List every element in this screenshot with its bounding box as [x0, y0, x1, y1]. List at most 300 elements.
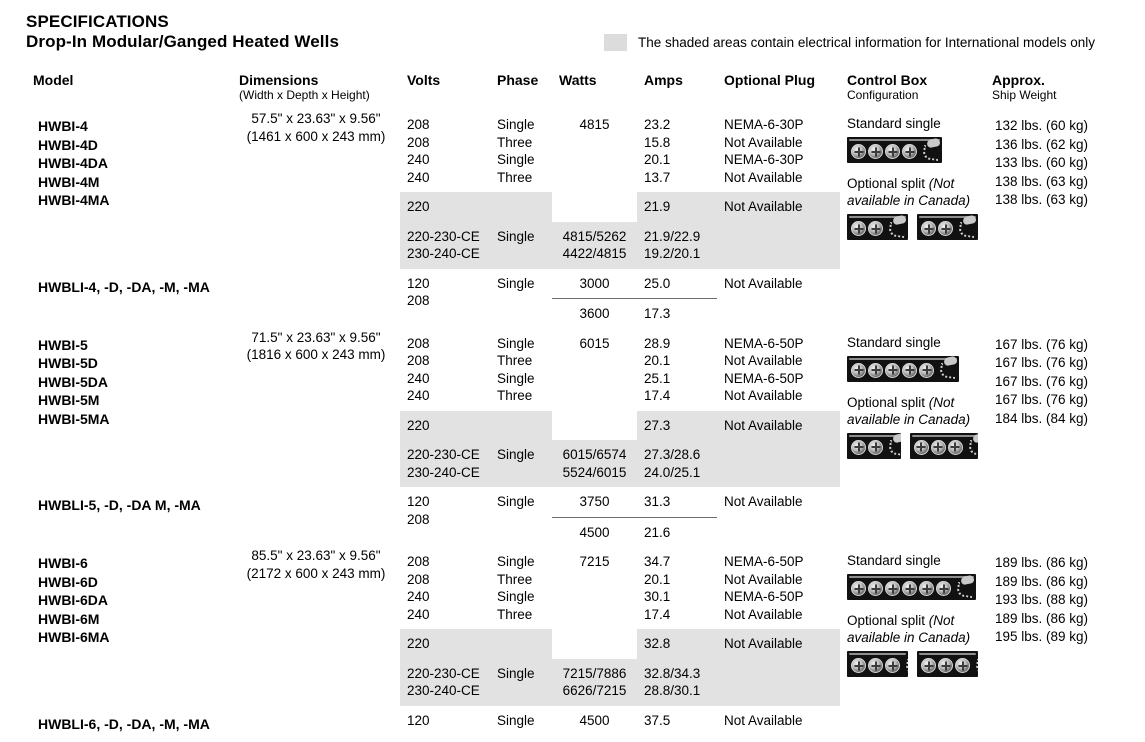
ship-weight-value: 195 lbs. (89 kg)	[995, 629, 1089, 644]
volts-value: 230-240-CE	[407, 464, 480, 480]
phase-value: Single	[497, 447, 535, 462]
volts-cell-ce	[400, 659, 490, 706]
ship-weight-value: 184 lbs. (84 kg)	[995, 410, 1089, 426]
table-row	[26, 110, 1119, 192]
table-header-row	[26, 66, 1119, 110]
amps-value: 20.1	[644, 353, 671, 368]
column-header-optional-plug	[717, 66, 840, 110]
ship-weight-value: 167 lbs. (76 kg)	[995, 336, 1089, 352]
phase-cell-international	[490, 629, 552, 659]
control-knob-icon	[955, 658, 970, 673]
amps-cell-hwbli	[637, 487, 717, 547]
amps-cell-hwbli	[637, 269, 717, 329]
page-title: SPECIFICATIONS	[26, 12, 169, 31]
optional-plug-value: Not Available	[724, 417, 803, 433]
control-knob-icon	[851, 144, 866, 159]
standard-single-label: Standard single	[847, 553, 941, 568]
amps-value: 20.1	[644, 571, 671, 587]
control-knob-icon	[851, 363, 866, 378]
amps-value: 20.1	[644, 152, 671, 167]
column-header-label: Phase	[497, 72, 539, 88]
volts-value: 220-230-CE	[407, 665, 480, 681]
volts-value: 240	[407, 152, 430, 167]
watts-cell	[552, 547, 637, 659]
watts-cell-ce	[552, 222, 637, 269]
control-box-configuration-cell	[840, 329, 985, 548]
phase-value: Three	[497, 353, 533, 368]
power-cord-icon	[903, 653, 908, 673]
column-header-label: Optional Plug	[724, 72, 815, 88]
ship-weight-cell	[985, 329, 1119, 548]
control-knob-icon	[938, 221, 953, 236]
amps-value: 28.8/30.1	[644, 683, 701, 698]
volts-value: 220-230-CE	[407, 447, 480, 462]
optional-split-label-lead: Optional split	[847, 613, 929, 628]
model-name: HWBI-5DA	[38, 373, 108, 390]
standard-single-graphic	[840, 353, 985, 389]
power-cord-icon	[956, 216, 976, 236]
amps-value: 15.8	[644, 134, 671, 150]
column-header-model	[26, 66, 232, 110]
power-cord-icon	[973, 653, 978, 673]
ship-weight-value: 189 lbs. (86 kg)	[995, 573, 1089, 589]
optional-plug-value: NEMA-6-30P	[724, 117, 804, 132]
column-header-label: Dimensions	[239, 72, 319, 88]
model-name: HWBI-4MA	[38, 192, 110, 208]
watts-value: 4815	[579, 117, 610, 132]
control-knob-icon	[868, 581, 883, 596]
control-box-standard-icon	[847, 356, 959, 382]
model-name: HWBI-6M	[38, 610, 100, 627]
optional-split-label-lead: Optional split	[847, 176, 929, 191]
optional-plug-cell	[717, 547, 840, 629]
amps-value: 13.7	[644, 169, 671, 185]
control-knob-icon	[919, 581, 934, 596]
phase-cell-hwbli	[490, 706, 552, 742]
column-header-label: Amps	[644, 72, 683, 88]
volts-cell-hwbli	[400, 269, 490, 329]
model-name: HWBI-4D	[38, 136, 98, 153]
model-name: HWBI-4	[38, 118, 88, 134]
dimensions-inches: 57.5" x 23.63" x 9.56"	[251, 111, 381, 126]
phase-value: Single	[497, 275, 535, 291]
model-cell-hwbli	[26, 706, 232, 742]
volts-cell-hwbli	[400, 487, 490, 547]
model-name: HWBI-6DA	[38, 592, 108, 608]
dimensions-inches: 71.5" x 23.63" x 9.56"	[251, 329, 381, 345]
phase-value: Single	[497, 665, 535, 681]
volts-value: 208	[407, 134, 430, 150]
amps-value: 21.6	[644, 524, 671, 540]
amps-cell-international	[637, 411, 717, 441]
watts-value: 4500	[579, 712, 610, 728]
watts-cell-ce	[552, 440, 637, 487]
volts-value: 208	[407, 511, 430, 527]
legend-swatch	[604, 34, 627, 51]
optional-plug-value: Not Available	[724, 494, 803, 509]
optional-split-graphic	[840, 648, 985, 684]
volts-value: 240	[407, 169, 430, 185]
control-knob-icon	[902, 581, 917, 596]
volts-cell-ce	[400, 440, 490, 487]
optional-plug-value: NEMA-6-50P	[724, 370, 804, 386]
watts-cell-ce	[552, 659, 637, 706]
optional-split-label	[840, 170, 985, 211]
volts-value: 220-230-CE	[407, 228, 480, 244]
standard-single-label: Standard single	[847, 334, 941, 350]
ship-weight-value: 189 lbs. (86 kg)	[995, 555, 1089, 570]
model-name: HWBI-5MA	[38, 410, 110, 427]
control-knob-icon	[851, 581, 866, 596]
ship-weight-value: 138 lbs. (63 kg)	[995, 173, 1089, 189]
control-box-split-icon-left	[847, 433, 901, 459]
optional-split-label-italic: (Not	[928, 176, 955, 191]
optional-plug-cell-hwbli	[717, 269, 840, 329]
control-knob-icon	[921, 221, 936, 236]
optional-plug-value: Not Available	[724, 199, 803, 214]
phase-cell-ce	[490, 440, 552, 487]
model-name: HWBI-6MA	[38, 629, 110, 645]
optional-plug-value: Not Available	[724, 636, 803, 651]
volts-cell	[400, 547, 490, 629]
optional-plug-value: Not Available	[724, 169, 803, 185]
control-knob-icon	[885, 144, 900, 159]
model-name: HWBI-4DA	[38, 155, 108, 171]
volts-value: 220	[407, 417, 430, 433]
optional-split-label-italic: (Not	[928, 613, 955, 628]
optional-plug-cell-international	[717, 192, 840, 269]
amps-value: 28.9	[644, 335, 671, 351]
legend-note: The shaded areas contain electrical information for International models only	[638, 35, 1096, 50]
amps-value: 34.7	[644, 554, 671, 569]
ship-weight-value: 136 lbs. (62 kg)	[995, 136, 1089, 152]
volts-cell-international	[400, 629, 490, 659]
phase-value: Three	[497, 169, 533, 185]
amps-value: 23.2	[644, 117, 671, 132]
amps-cell	[637, 110, 717, 192]
control-box-split-icon-left	[847, 651, 908, 677]
phase-value: Single	[497, 370, 535, 386]
amps-cell-ce	[637, 222, 717, 269]
optional-split-label	[840, 389, 985, 430]
ship-weight-value: 193 lbs. (88 kg)	[995, 592, 1089, 607]
watts-value: 5524/6015	[562, 464, 627, 480]
model-list-cell	[26, 110, 232, 269]
optional-plug-cell	[717, 110, 840, 192]
phase-value: Single	[497, 494, 535, 509]
control-knob-icon	[921, 658, 936, 673]
phase-cell	[490, 110, 552, 192]
phase-cell-hwbli	[490, 269, 552, 329]
control-knob-icon	[868, 144, 883, 159]
optional-plug-value: Not Available	[724, 606, 803, 622]
optional-split-graphic	[840, 430, 985, 466]
amps-cell	[637, 329, 717, 411]
amps-value: 24.0/25.1	[644, 464, 701, 480]
table-row	[26, 329, 1119, 411]
amps-value: 30.1	[644, 589, 671, 604]
amps-cell	[637, 547, 717, 629]
dimensions-cell	[232, 110, 400, 329]
volts-cell	[400, 329, 490, 411]
phase-cell	[490, 547, 552, 629]
phase-cell-hwbli	[490, 487, 552, 547]
phase-cell-ce	[490, 222, 552, 269]
control-knob-icon	[851, 658, 866, 673]
table-row	[26, 547, 1119, 629]
volts-value: 208	[407, 554, 430, 569]
page-subtitle: Drop-In Modular/Ganged Heated Wells	[26, 32, 339, 51]
volts-cell-hwbli	[400, 706, 490, 742]
standard-single-graphic	[840, 134, 985, 170]
volts-value: 208	[407, 335, 430, 351]
model-name: HWBI-6D	[38, 573, 98, 590]
control-knob-icon	[948, 440, 963, 455]
volts-cell-ce	[400, 222, 490, 269]
control-knob-icon	[931, 440, 946, 455]
amps-value: 25.0	[637, 269, 717, 300]
column-header-approx	[985, 66, 1119, 110]
phase-value: Three	[497, 134, 533, 150]
model-name: HWBI-4M	[38, 173, 100, 190]
phase-value: Single	[497, 152, 535, 167]
phase-value: Single	[497, 589, 535, 604]
amps-value: 27.3	[644, 417, 671, 433]
power-cord-icon	[954, 576, 974, 596]
phase-value: Three	[497, 388, 533, 403]
column-header-label: Model	[33, 72, 74, 88]
control-knob-icon	[936, 581, 951, 596]
watts-value: 4422/4815	[562, 246, 627, 261]
amps-value: 21.9/22.9	[644, 228, 701, 244]
volts-value: 230-240-CE	[407, 683, 480, 698]
page-header	[26, 12, 1126, 60]
watts-value: 6626/7215	[562, 683, 627, 698]
optional-plug-cell	[717, 329, 840, 411]
control-box-configuration-cell	[840, 110, 985, 329]
model-name: HWBI-5D	[38, 355, 98, 371]
phase-cell	[490, 329, 552, 411]
amps-value: 19.2/20.1	[644, 246, 701, 261]
control-knob-icon	[914, 440, 929, 455]
watts-value: 3000	[552, 269, 637, 300]
column-header-amps	[637, 66, 717, 110]
column-header-dimensions	[232, 66, 400, 110]
watts-value: 6015	[579, 335, 610, 351]
amps-cell-ce	[637, 440, 717, 487]
column-header-watts	[552, 66, 637, 110]
watts-value: 4500	[579, 524, 610, 540]
optional-split-label-italic-2: available in Canada)	[847, 411, 971, 427]
volts-value: 240	[407, 589, 430, 604]
volts-value: 220	[407, 636, 430, 651]
watts-value: 7215	[579, 554, 610, 569]
column-header-sublabel: (Width x Depth x Height)	[239, 88, 370, 102]
model-name: HWBLI-6, -D, -DA, -M, -MA	[38, 715, 210, 732]
optional-plug-value: Not Available	[724, 353, 803, 368]
phase-value: Single	[497, 335, 535, 351]
ship-weight-value: 132 lbs. (60 kg)	[995, 118, 1089, 133]
standard-single-label: Standard single	[847, 116, 941, 131]
phase-value: Single	[497, 228, 535, 244]
model-name: HWBI-5M	[38, 392, 100, 408]
power-cord-icon	[966, 434, 978, 454]
amps-value: 21.9	[644, 199, 671, 214]
control-box-split-icon-right	[917, 214, 978, 240]
optional-plug-value: Not Available	[724, 388, 803, 403]
watts-cell	[552, 110, 637, 222]
optional-plug-value: NEMA-6-50P	[724, 589, 804, 604]
control-knob-icon	[938, 658, 953, 673]
optional-plug-value: NEMA-6-50P	[724, 554, 804, 569]
control-box-split-icon-right	[910, 433, 978, 459]
model-name: HWBLI-5, -D, -DA M, -MA	[38, 497, 201, 513]
control-knob-icon	[868, 440, 883, 455]
optional-plug-value: Not Available	[724, 571, 803, 587]
phase-value: Single	[497, 712, 535, 728]
watts-value: 7215/7886	[562, 665, 627, 681]
model-list-cell	[26, 547, 232, 706]
column-header-sublabel: Configuration	[847, 88, 919, 102]
amps-cell-international	[637, 192, 717, 222]
dimensions-mm: (1461 x 600 x 243 mm)	[246, 128, 386, 144]
volts-value: 220	[407, 199, 430, 214]
volts-cell-international	[400, 411, 490, 441]
ship-weight-value: 167 lbs. (76 kg)	[995, 355, 1089, 370]
amps-cell-hwbli	[637, 706, 717, 742]
column-header-label: Volts	[407, 72, 441, 88]
specifications-table	[26, 66, 1119, 742]
control-knob-icon	[885, 581, 900, 596]
column-header-control-box	[840, 66, 985, 110]
column-header-label: Watts	[559, 72, 597, 88]
column-header-label: Control Box	[847, 72, 928, 88]
dimensions-mm: (2172 x 600 x 243 mm)	[246, 565, 386, 581]
amps-cell-ce	[637, 659, 717, 706]
watts-value: 3600	[579, 306, 610, 321]
optional-plug-value: Not Available	[724, 712, 803, 728]
ship-weight-cell	[985, 110, 1119, 329]
optional-plug-cell-international	[717, 629, 840, 706]
optional-split-label-italic-2: available in Canada)	[847, 630, 971, 645]
power-cord-icon	[886, 216, 906, 236]
control-knob-icon	[868, 658, 883, 673]
volts-value: 240	[407, 370, 430, 386]
optional-plug-cell-hwbli	[717, 706, 840, 742]
title-block	[26, 12, 339, 52]
column-header-phase	[490, 66, 552, 110]
model-cell-hwbli	[26, 269, 232, 329]
amps-value: 17.4	[644, 388, 671, 403]
volts-value: 208	[407, 571, 430, 587]
volts-value: 240	[407, 388, 430, 403]
optional-plug-value: Not Available	[724, 275, 803, 291]
volts-value: 120	[407, 712, 430, 728]
watts-cell	[552, 329, 637, 441]
amps-value: 17.3	[644, 306, 671, 321]
volts-value: 208	[407, 293, 430, 308]
amps-value: 32.8	[644, 636, 671, 651]
phase-cell-ce	[490, 659, 552, 706]
optional-split-label-italic: (Not	[928, 394, 955, 410]
model-name: HWBI-6	[38, 555, 88, 571]
volts-value: 120	[407, 494, 430, 509]
control-box-configuration-cell	[840, 547, 985, 742]
column-header-label: Approx.	[992, 72, 1045, 88]
dimensions-mm: (1816 x 600 x 243 mm)	[246, 347, 386, 362]
control-knob-icon	[868, 363, 883, 378]
dimensions-cell	[232, 329, 400, 548]
amps-value: 27.3/28.6	[644, 447, 701, 462]
amps-cell-international	[637, 629, 717, 659]
ship-weight-value: 133 lbs. (60 kg)	[995, 155, 1089, 170]
optional-split-graphic	[840, 211, 985, 247]
model-list-cell	[26, 329, 232, 488]
ship-weight-value: 189 lbs. (86 kg)	[995, 610, 1089, 626]
shaded-area-legend	[604, 34, 1095, 51]
phase-cell-international	[490, 192, 552, 222]
optional-plug-value: Not Available	[724, 134, 803, 150]
phase-value: Three	[497, 606, 533, 622]
watts-value: 4815/5262	[562, 228, 627, 244]
optional-plug-value: NEMA-6-50P	[724, 335, 804, 351]
ship-weight-value: 167 lbs. (76 kg)	[995, 392, 1089, 407]
power-cord-icon	[920, 139, 940, 159]
volts-value: 208	[407, 117, 430, 132]
optional-split-label-lead: Optional split	[847, 394, 929, 410]
watts-cell-hwbli	[552, 269, 637, 329]
phase-value: Single	[497, 117, 535, 132]
control-knob-icon	[902, 363, 917, 378]
ship-weight-value: 167 lbs. (76 kg)	[995, 373, 1089, 389]
control-box-split-icon-right	[917, 651, 978, 677]
watts-cell-hwbli	[552, 487, 637, 547]
ship-weight-cell	[985, 547, 1119, 742]
column-header-volts	[400, 66, 490, 110]
phase-value: Three	[497, 571, 533, 587]
control-knob-icon	[919, 363, 934, 378]
dimensions-inches: 85.5" x 23.63" x 9.56"	[251, 548, 381, 563]
amps-value: 31.3	[637, 487, 717, 518]
control-knob-icon	[885, 658, 900, 673]
control-knob-icon	[885, 363, 900, 378]
control-box-standard-icon	[847, 574, 976, 600]
dimensions-cell	[232, 547, 400, 742]
optional-plug-value: NEMA-6-30P	[724, 152, 804, 167]
phase-value: Single	[497, 554, 535, 569]
model-name: HWBI-5	[38, 336, 88, 353]
volts-cell	[400, 110, 490, 192]
power-cord-icon	[886, 434, 901, 454]
volts-value: 230-240-CE	[407, 246, 480, 261]
control-knob-icon	[902, 144, 917, 159]
model-name: HWBLI-4, -D, -DA, -M, -MA	[38, 278, 210, 295]
volts-value: 120	[407, 275, 430, 291]
control-knob-icon	[851, 221, 866, 236]
control-box-split-icon-left	[847, 214, 908, 240]
volts-value: 208	[407, 353, 430, 368]
control-knob-icon	[868, 221, 883, 236]
control-knob-icon	[851, 440, 866, 455]
watts-cell-hwbli	[552, 706, 637, 742]
ship-weight-value: 138 lbs. (63 kg)	[995, 192, 1089, 207]
model-cell-hwbli	[26, 487, 232, 547]
phase-cell-international	[490, 411, 552, 441]
optional-split-label-italic-2: available in Canada)	[847, 193, 971, 208]
amps-value: 32.8/34.3	[644, 665, 701, 681]
column-header-sublabel: Ship Weight	[992, 88, 1057, 102]
volts-value: 240	[407, 606, 430, 622]
